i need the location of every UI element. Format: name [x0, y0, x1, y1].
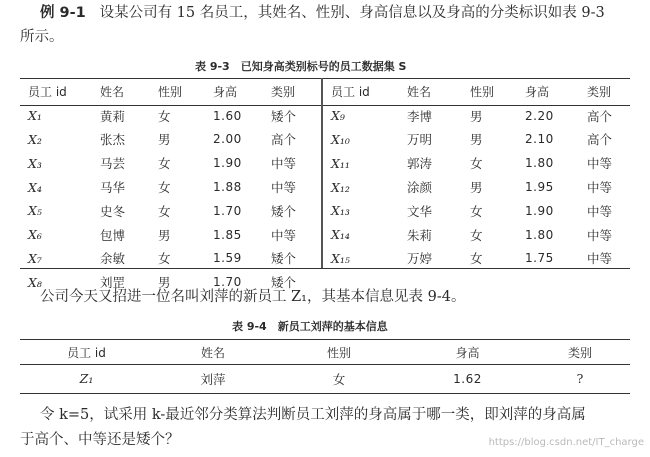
question-line-2: 于高个、中等还是矮个？ — [20, 432, 180, 448]
cell-class: 中等 — [587, 203, 613, 219]
cell-name: 余敏 — [100, 251, 126, 267]
col-header-id: 员工 id — [331, 85, 370, 100]
table-row — [28, 128, 318, 152]
cell-name: 马芸 — [100, 156, 126, 172]
cell-id: X₅ — [28, 203, 42, 219]
cell-height: 1.70 — [213, 203, 242, 218]
col-header-id: 员工 id — [67, 346, 106, 361]
cell-id: X₁₅ — [331, 250, 350, 266]
table-row — [331, 104, 630, 128]
table-9-4-caption: 表 9-4 新员工刘萍的基本信息 — [232, 320, 388, 333]
cell-height: 1.75 — [525, 251, 554, 266]
cell-id: X₃ — [28, 155, 42, 171]
col-header-id: 员工 id — [28, 85, 67, 100]
cell-class: 矮个 — [271, 108, 297, 124]
cell-name: 刘罡 — [100, 275, 126, 291]
cell-class: 中等 — [587, 180, 613, 196]
col-header-class: 类别 — [567, 346, 592, 361]
middle-text: 公司今天又招进一位名叫刘萍的新员工 Z₁，其基本信息见表 9-4。 — [40, 289, 466, 305]
example-text-1: 设某公司有 15 名员工，其姓名、性别、身高信息以及身高的分类标识如表 9-3 — [99, 5, 605, 21]
cell-height: 1.95 — [525, 180, 554, 195]
cell-name: 马华 — [100, 180, 126, 196]
cell-height: 1.80 — [525, 156, 554, 171]
cell-class: 高个 — [587, 108, 613, 124]
cell-gender: 女 — [158, 156, 171, 172]
table-row — [28, 175, 318, 199]
cell-gender: 男 — [158, 132, 171, 148]
watermark: https://blog.csdn.net/IT_charge — [488, 437, 644, 448]
cell-height: 1.59 — [213, 251, 242, 266]
cell-id: X₆ — [28, 227, 42, 243]
table-row — [28, 223, 318, 247]
question-line-1: 令 k=5，试采用 k-最近邻分类算法判断员工刘萍的身高属于哪一类，即刘萍的身高属 — [40, 407, 586, 423]
table-row — [28, 199, 318, 223]
cell-id: Z₁ — [79, 371, 94, 387]
cell-gender: 男 — [158, 227, 171, 243]
table-row — [331, 128, 630, 152]
cell-gender: 男 — [470, 180, 483, 196]
cell-class: 高个 — [587, 132, 613, 148]
cell-name: 郭涛 — [407, 156, 433, 172]
cell-name: 朱莉 — [407, 227, 433, 243]
cell-id: X₁₄ — [331, 227, 350, 243]
cell-name: 李博 — [407, 108, 433, 124]
table-9-4-top-rule — [20, 339, 630, 340]
cell-height: 1.70 — [213, 275, 242, 290]
table-9-3-caption: 表 9-3 已知身高类别标号的员工数据集 S — [195, 60, 407, 73]
cell-id: X₁₃ — [331, 203, 350, 219]
cell-gender: 女 — [158, 203, 171, 219]
example-text-2: 所示。 — [20, 29, 64, 45]
cell-id: X₁₁ — [331, 155, 350, 171]
table-9-3-right-body — [331, 104, 630, 271]
cell-name: 黄莉 — [100, 108, 126, 124]
cell-height: 1.85 — [213, 227, 242, 242]
cell-gender: 女 — [470, 251, 483, 267]
cell-name: 万婷 — [407, 251, 433, 267]
cell-gender: 男 — [470, 108, 483, 124]
col-header-height: 身高 — [525, 85, 550, 100]
table-9-4-bottom-rule — [20, 393, 630, 394]
col-header-gender: 性别 — [326, 346, 351, 361]
table-9-3-divider — [321, 78, 323, 268]
cell-class: 中等 — [587, 251, 613, 267]
table-row — [331, 175, 630, 199]
cell-name: 张杰 — [100, 132, 126, 148]
table-row — [28, 104, 318, 128]
cell-id: X₉ — [331, 108, 345, 124]
table-9-3-left-body — [28, 104, 318, 294]
col-header-gender: 性别 — [470, 85, 495, 100]
table-9-4 — [20, 341, 630, 393]
cell-height: 1.60 — [213, 108, 242, 123]
table-9-3-right — [331, 80, 630, 270]
cell-gender: 男 — [470, 132, 483, 148]
table-header-row — [28, 80, 318, 104]
cell-id: X₇ — [28, 250, 42, 266]
cell-id: X₁₂ — [331, 179, 350, 195]
col-header-name: 姓名 — [100, 85, 125, 100]
cell-height: 1.90 — [213, 156, 242, 171]
cell-name: 涂颜 — [407, 180, 433, 196]
cell-class: 高个 — [271, 132, 297, 148]
cell-gender: 女 — [158, 251, 171, 267]
cell-class: 矮个 — [271, 203, 297, 219]
table-header-row — [20, 341, 630, 365]
col-header-height: 身高 — [455, 346, 480, 361]
cell-id: X₁₀ — [331, 131, 350, 147]
cell-id: X₄ — [28, 179, 42, 195]
col-header-name: 姓名 — [200, 346, 225, 361]
table-row — [28, 247, 318, 271]
col-header-height: 身高 — [213, 85, 238, 100]
cell-height: 2.10 — [525, 132, 554, 147]
cell-height: 1.88 — [213, 180, 242, 195]
table-9-3-left — [28, 80, 318, 294]
cell-height: 2.00 — [213, 132, 242, 147]
cell-class: 中等 — [271, 156, 297, 172]
cell-name: 刘萍 — [200, 371, 226, 387]
cell-name: 史冬 — [100, 203, 126, 219]
cell-class: 矮个 — [271, 275, 297, 291]
cell-class: ? — [576, 371, 584, 387]
table-row — [331, 223, 630, 247]
col-header-name: 姓名 — [407, 85, 432, 100]
cell-height: 1.80 — [525, 227, 554, 242]
table-row — [28, 151, 318, 175]
table-row — [331, 199, 630, 223]
table-row — [20, 365, 630, 393]
cell-height: 1.90 — [525, 203, 554, 218]
col-header-gender: 性别 — [158, 85, 183, 100]
cell-class: 中等 — [271, 227, 297, 243]
cell-gender: 男 — [158, 275, 171, 291]
cell-gender: 女 — [470, 203, 483, 219]
cell-id: X₈ — [28, 274, 42, 290]
cell-gender: 女 — [332, 371, 346, 387]
example-line-1 — [40, 1, 605, 25]
cell-class: 中等 — [587, 156, 613, 172]
cell-height: 1.62 — [453, 371, 482, 386]
cell-id: X₁ — [28, 108, 42, 124]
cell-class: 矮个 — [271, 251, 297, 267]
cell-gender: 女 — [158, 180, 171, 196]
cell-height: 2.20 — [525, 108, 554, 123]
table-9-3-top-rule — [20, 78, 630, 79]
cell-gender: 女 — [158, 108, 171, 124]
col-header-class: 类别 — [271, 85, 296, 100]
table-row — [331, 247, 630, 271]
table-header-row — [331, 80, 630, 104]
table-row — [331, 151, 630, 175]
cell-name: 包博 — [100, 227, 126, 243]
cell-gender: 女 — [470, 156, 483, 172]
example-label: 例 9-1 — [40, 5, 86, 21]
cell-name: 万明 — [407, 132, 433, 148]
cell-gender: 女 — [470, 227, 483, 243]
col-header-class: 类别 — [587, 85, 612, 100]
cell-class: 中等 — [271, 180, 297, 196]
cell-name: 文华 — [407, 203, 433, 219]
cell-class: 中等 — [587, 227, 613, 243]
cell-id: X₂ — [28, 131, 42, 147]
